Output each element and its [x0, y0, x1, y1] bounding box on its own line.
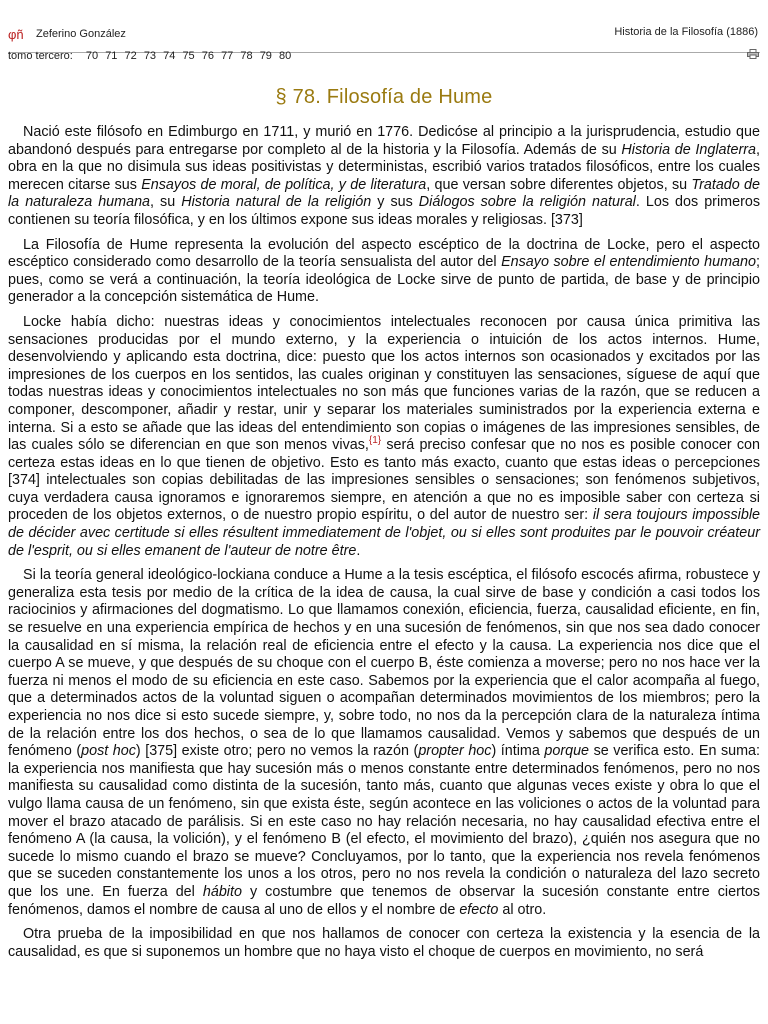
text-run: será preciso confesar que no nos es posible conocer con certeza estas ideas en lo que tienen de objetivo. Esto es tanto más exacto, cuanto que estas ideas o percepciones [374] intelectuales son copias debilitadas de las impresiones sensibles o sensaciones; son fenómenos subjetivos, cuya verdadera causa ignoramos e ignoraremos siempre, en atención a que no es imposible saber con certeza si proceden de los objetos externos, o de nuestro propio espíritu, o del autor de nuestro ser:	[8, 437, 761, 524]
paragraph-5	[8, 926, 760, 961]
book-title: Diálogos sobre la religión natural	[418, 194, 636, 211]
footnote-link[interactable]: {1}	[368, 435, 382, 447]
page-link-71[interactable]: 71	[105, 50, 118, 62]
emphasis: hábito	[202, 883, 242, 900]
page-link-72[interactable]: 72	[124, 50, 137, 62]
page-link-76[interactable]: 76	[201, 50, 214, 62]
text-run: Otra prueba de la imposibilidad en que nos hallamos de conocer con certeza la existencia y la esencia de la causalidad, es que si suponemos un hombre que no haya visto el choque de cuerpos en movimiento, no será	[8, 926, 760, 960]
book-title: Historia de Inglaterra	[621, 141, 756, 158]
header-bar	[0, 0, 768, 44]
text-run: ; pues, como se verá a continuación, la teoría ideológica de Locke sirve de punto de partida, de base y de principio generador a la concepción sistemática de Hume.	[8, 254, 760, 306]
paragraph-4	[8, 567, 760, 919]
text-run: .	[356, 542, 361, 559]
article-body	[8, 124, 760, 968]
text-run: ) íntima	[491, 743, 545, 760]
text-run: La Filosofía de Hume representa la evolución del aspecto escéptico de la doctrina de Locke, pero el aspecto escéptico considerado como desarrollo de la teoría sensualista del autor del	[8, 236, 760, 271]
page-link-80[interactable]: 80	[279, 50, 292, 62]
author-link[interactable]: Zeferino González	[36, 28, 126, 40]
tome-label: tomo tercero:	[8, 50, 73, 62]
text-run: , obra en la que no disimula sus ideas positivistas y deterministas, escribió varios tratados filosóficos, entre los cuales merecen citarse sus	[8, 141, 760, 193]
page-link-79[interactable]: 79	[259, 50, 272, 62]
page-link-74[interactable]: 74	[163, 50, 176, 62]
text-run: y costumbre que tenemos de observar la sucesión constante entre ciertos fenómenos, damos el nombre de causa al uno de ellos y el nombre de	[8, 883, 760, 918]
site-logo[interactable]: φñ	[8, 27, 24, 42]
text-run: . Los dos primeros contienen su teoría filosófica, y en los últimos expone sus ideas morales y religiosas. [373]	[8, 194, 760, 228]
book-title: Ensayos de moral, de política, y de literatura	[141, 176, 427, 193]
text-run: Si la teoría general ideológico-lockiana conduce a Hume a la tesis escéptica, el filósofo escocés afirma, robustece y generaliza esta tesis por medio de la crítica de la idea de causa, la cual sirve de base y condición a casi todos los raciocinios y afirmaciones del dogmatismo. Lo que llamamos conexión, eficiencia, fuerza, causalidad eficiente, en fin, se resuelve en una experiencia empírica de hechos y en una sucesión de fenómenos, sin que nos sea dado conocer la causalidad en sí misma, la relación real de eficiencia entre el efecto y la causa. La experiencia nos dice que el cuerpo A se mueve, y que después de su choque con el cuerpo B, éste comienza a moverse; pero no nos hace ver la fuerza ni menos el modo de su eficiencia en este caso. Sabemos por la experiencia que el calor acompaña al fuego, que a determinados actos de la voluntad siguen o acompañan determinados movimientos de los miembros; pero la experiencia no nos dice si esto sucede siempre, y, sobre todo, no nos da la percepción clara de la naturaleza íntima de la relación entre los dos hechos, o sea de lo que llamamos causalidad. Vemos y sabemos que después de un fenómeno (	[8, 567, 760, 760]
emphasis: porque	[544, 743, 590, 760]
text-run: Locke había dicho: nuestras ideas y conocimientos intelectuales reconocen por causa única primitiva las sensaciones producidas por el mundo externo, y la experiencia o intuición de los actos internos. Hume, desenvolviendo y aplicando esta doctrina, dice: puesto que los actos internos son ocasionados y excitados por las impresiones de los cuerpos en los sentidos, las cuales originan y constituyen las sensaciones, síguese de aquí que todas nuestras ideas y conocimientos intelectuales no son más que funciones varias de la razón, que se reducen a componer, descomponer, añadir y restar, unir y separar los materiales suministrados por la experiencia externa e interna. Si a esto se añade que las ideas del entendimiento son copias o imágenes de las impresiones sensibles, de las cuales sólo se diferencian en que son menos vivas,	[8, 313, 760, 454]
emphasis: efecto	[459, 901, 499, 918]
section-title: § 78. Filosofía de Hume	[275, 86, 493, 108]
page-links	[86, 50, 295, 62]
work-title-link[interactable]: Historia de la Filosofía (1886)	[614, 26, 758, 38]
paragraph-1	[8, 124, 760, 230]
text-run: , su	[150, 194, 182, 211]
text-run: ) [375] existe otro; pero no vemos la razón (	[135, 743, 419, 760]
text-run: , que versan sobre diferentes objetos, su	[426, 176, 692, 193]
book-title: Historia natural de la religión	[181, 194, 372, 211]
latin-term: post hoc	[81, 743, 136, 760]
text-run: al otro.	[498, 901, 547, 918]
page-link-73[interactable]: 73	[143, 50, 157, 62]
page-link-70[interactable]: 70	[85, 50, 99, 62]
page-link-78[interactable]: 78	[240, 50, 253, 62]
page-link-77[interactable]: 77	[221, 50, 234, 62]
book-title: Tratado de la naturaleza humana	[8, 176, 760, 211]
text-run: se verifica esto. En suma: la experiencia nos manifiesta que hay sucesión más o menos constante entre determinados fenómenos, pero no nos manifiesta su causalidad como distinta de la sucesión, tanto más, cuanto que algunas veces existe y obra lo que el vulgo llama causa de un fenómeno, sin que exista éste, según acontece en las voliciones o actos de la voluntad para mover el brazo atacado de parálisis. Si en este caso no hay relación necesaria, no hay causalidad efectiva entre el fenómeno A (la causa, la volición), y el fenómeno B (el efecto, el movimiento del brazo), ¿quién nos asegura que no sucede lo mismo cuando el brazo se mueve? Concluyamos, por lo tanto, que la experiencia nos revela fenómenos que se suceden constantemente los unos a los otros, pero no nos revela la condición o naturaleza del lazo secreto que los une. En fuerza del	[8, 743, 761, 900]
text-run: y sus	[371, 194, 419, 211]
text-run: Nació este filósofo en Edimburgo en 1711, y murió en 1776. Dedicóse al principio a la jurisprudencia, estudio que abandonó después para entregarse por completo al de la historia y la Filosofía. Además de su	[8, 124, 760, 158]
printer-icon[interactable]	[747, 49, 759, 59]
tome-navigation	[8, 50, 295, 62]
french-quote: il sera toujours impossible de décider avec certitude si elles résultent immediatement de l'objet, ou si elles sont produites par le pouvoir créateur de l'esprit, ou si elles emanent de l'auteur de notre être	[8, 507, 760, 559]
book-title: Ensayo sobre el entendimiento humano	[501, 254, 756, 271]
page-link-75[interactable]: 75	[182, 50, 195, 62]
latin-term: propter hoc	[418, 743, 492, 760]
paragraph-2	[8, 237, 760, 307]
paragraph-3	[8, 314, 760, 560]
